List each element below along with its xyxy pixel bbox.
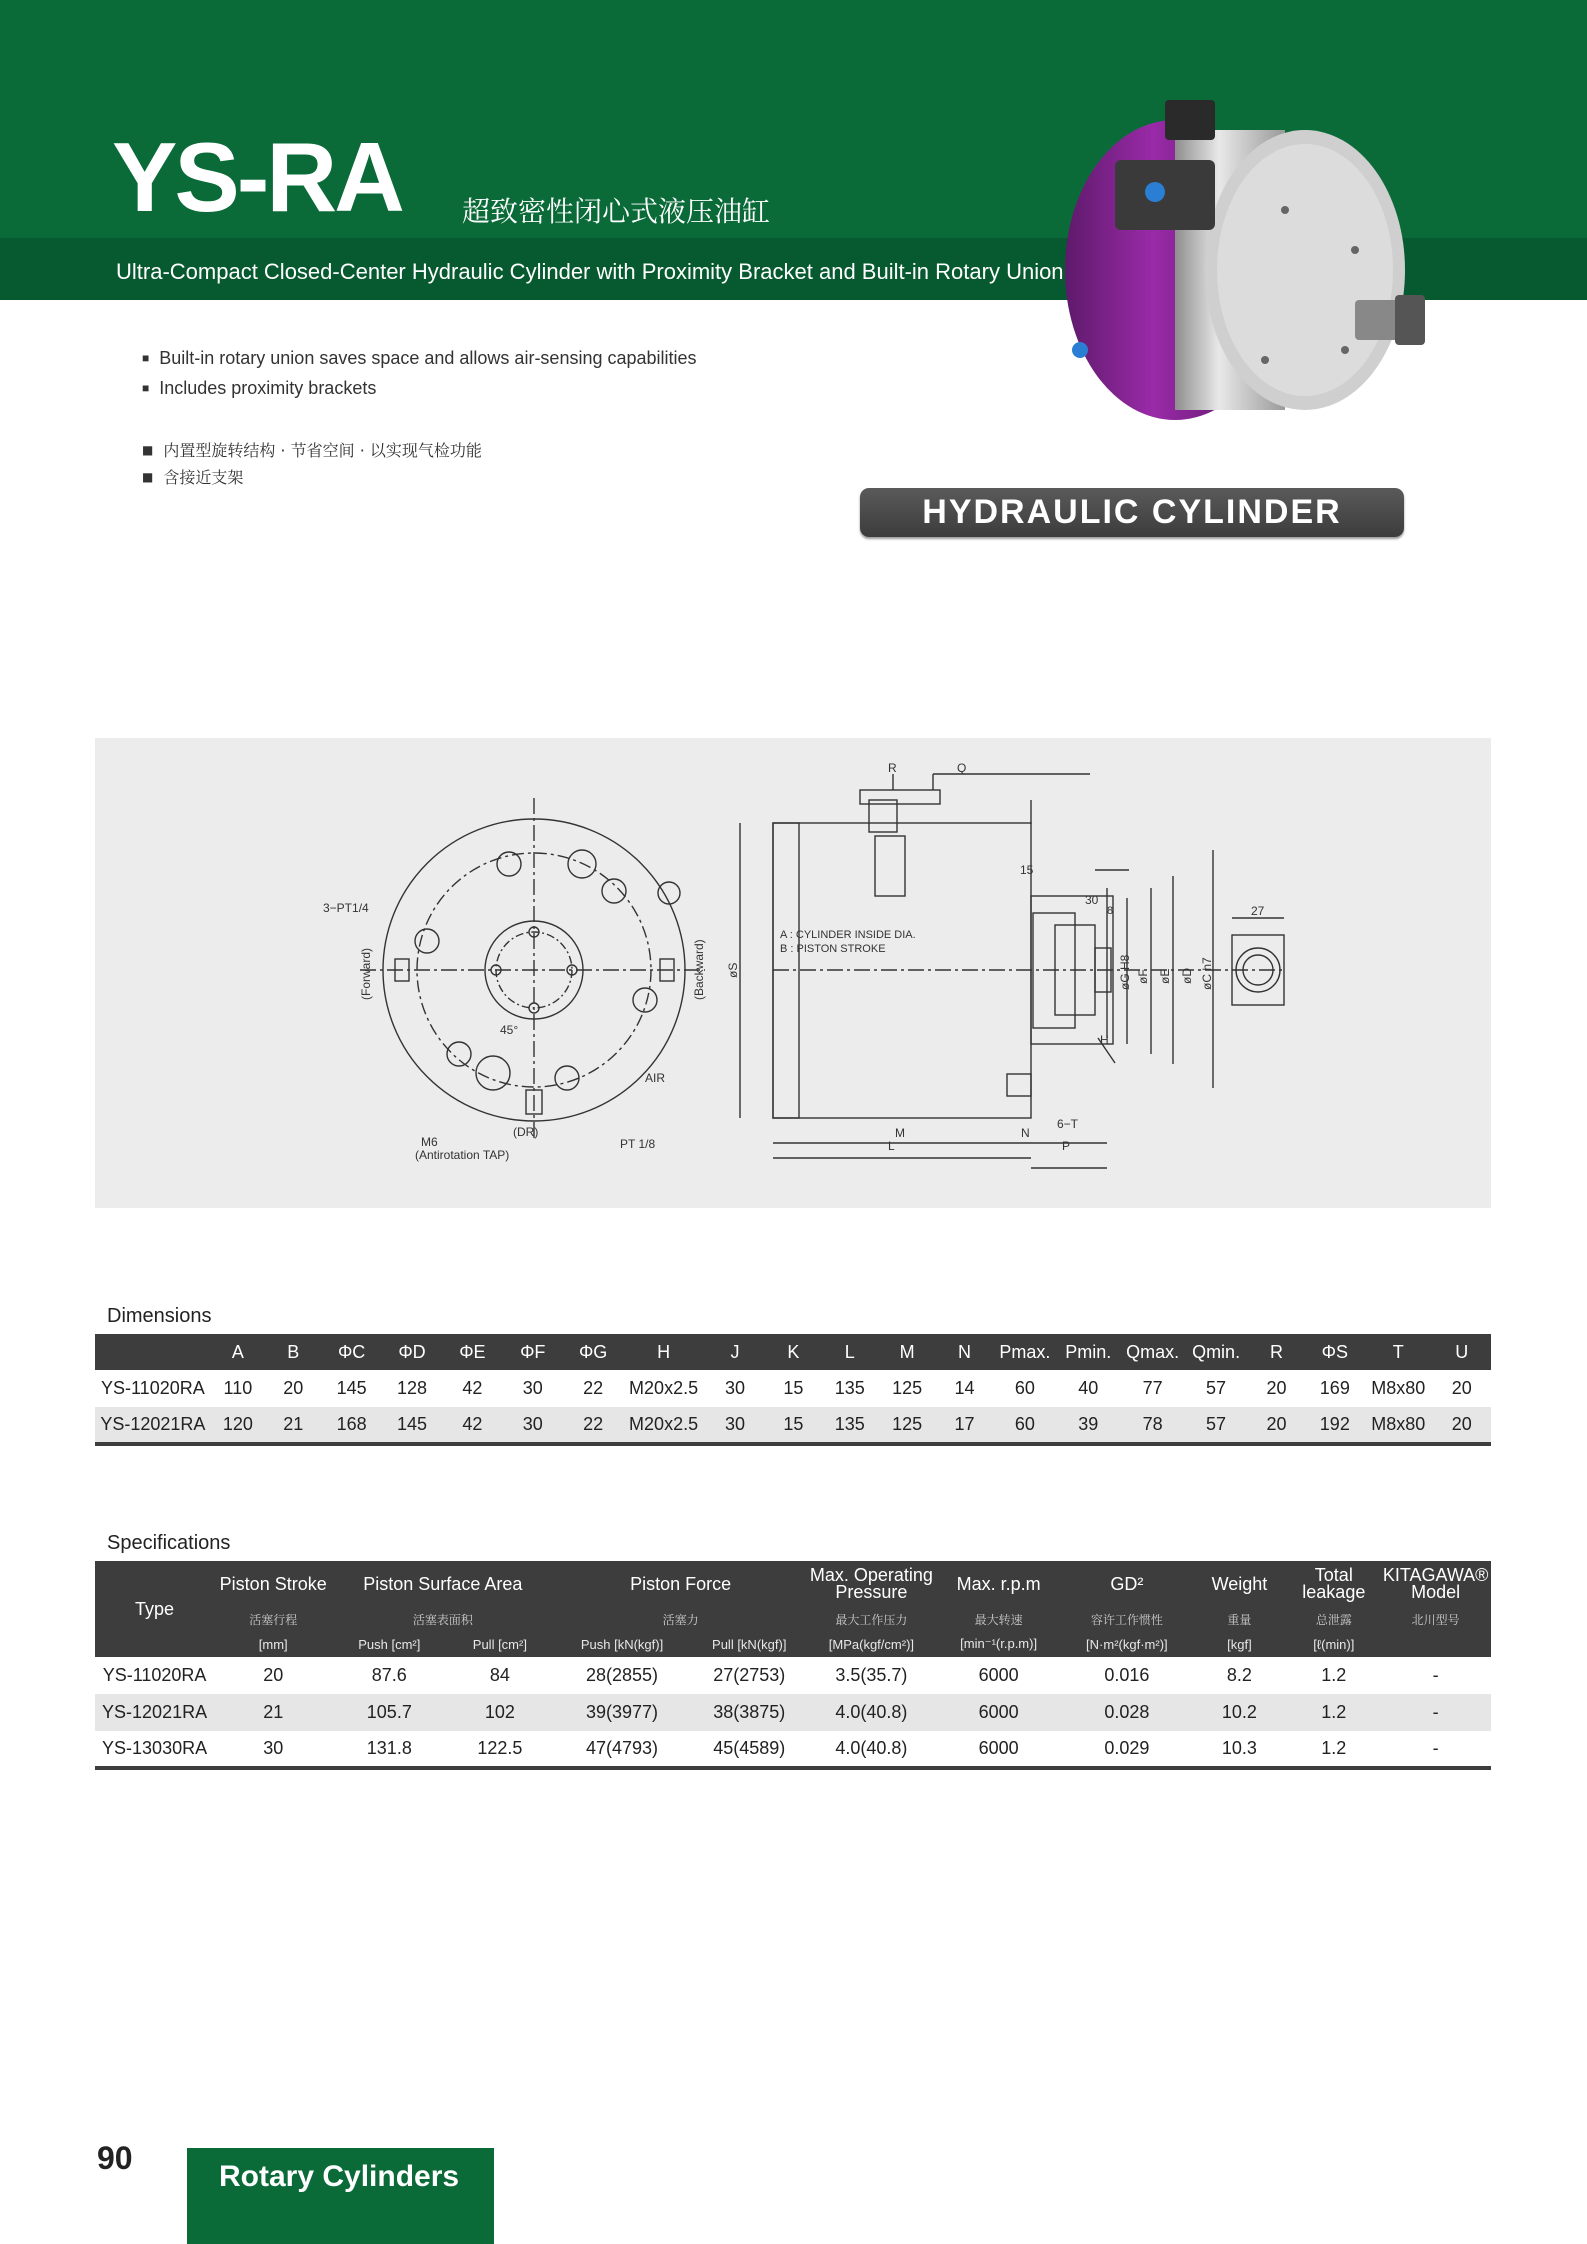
dim-cell: 192 xyxy=(1306,1407,1364,1444)
dim-col-header: A xyxy=(211,1334,265,1370)
label-m6: M6 xyxy=(421,1135,438,1149)
spec-header-unit: [ℓ(min)] xyxy=(1287,1631,1380,1657)
specifications-table xyxy=(95,1561,1491,1770)
feature-en-item: ■ Includes proximity brackets xyxy=(142,374,697,404)
dim-col-header: ΦD xyxy=(382,1334,442,1370)
dim-cell: 22 xyxy=(563,1407,623,1444)
dim-cell: M20x2.5 xyxy=(623,1407,704,1444)
dim-cell: 15 xyxy=(766,1407,820,1444)
spec-header-unit: [MPa(kgf/cm²)] xyxy=(808,1631,935,1657)
spec-cell: - xyxy=(1380,1694,1491,1731)
spec-header-cn: 活塞力 xyxy=(553,1607,807,1631)
spec-cell: 4.0(40.8) xyxy=(808,1694,935,1731)
spec-cell: 102 xyxy=(446,1694,553,1731)
dim-cell: 20 xyxy=(1266,1378,1287,1398)
dim-col-header: B xyxy=(265,1334,321,1370)
dimensions-label: Dimensions xyxy=(107,1305,212,1327)
dim-cell: 145 xyxy=(336,1378,367,1398)
spec-header-leakage: Total leakage xyxy=(1287,1561,1380,1607)
spec-cell: 47(4793) xyxy=(553,1731,690,1768)
spec-cell: 131.8 xyxy=(332,1731,446,1768)
drawing-svg xyxy=(95,738,1491,1208)
label-f: øF xyxy=(1136,969,1150,984)
dim-cell: 20 xyxy=(283,1378,304,1398)
spec-cell: 0.029 xyxy=(1062,1731,1191,1768)
dim-cell: 135 xyxy=(834,1378,865,1398)
dim-col-header: J xyxy=(704,1334,766,1370)
dim-col-header: K xyxy=(766,1334,820,1370)
dim-cell: M8x80 xyxy=(1371,1378,1426,1398)
label-h: H xyxy=(1100,1033,1109,1047)
spec-header-unit: [N·m²(kgf·m²)] xyxy=(1062,1631,1191,1657)
dim-col-header: ΦG xyxy=(563,1334,623,1370)
dim-col-header: ΦC xyxy=(321,1334,381,1370)
label-l: L xyxy=(888,1139,895,1153)
label-angle: 45° xyxy=(500,1023,519,1037)
dim-cell: 78 xyxy=(1120,1407,1184,1444)
dim-col-header: M xyxy=(879,1334,935,1370)
label-antirotation: (Antirotation TAP) xyxy=(415,1148,510,1162)
dim-cell: YS-12021RA xyxy=(95,1407,211,1444)
label-e: øE xyxy=(1158,968,1172,984)
dim-cell: 15 xyxy=(783,1378,804,1398)
spec-header-unit: Push [cm²] xyxy=(332,1631,446,1657)
dim-cell: 169 xyxy=(1319,1378,1350,1398)
spec-header-unit xyxy=(1380,1631,1491,1657)
dim-cell: M8x80 xyxy=(1364,1407,1432,1444)
spec-cell: 87.6 xyxy=(371,1665,407,1685)
spec-header-cn: 北川型号 xyxy=(1380,1607,1491,1631)
spec-cell: 10.2 xyxy=(1191,1694,1287,1731)
page-subtitle: Ultra-Compact Closed-Center Hydraulic Cylinder with Proximity Bracket and Built-in Rotary Union xyxy=(116,259,1064,284)
spec-header-cn: 最大转速 xyxy=(935,1607,1062,1631)
table-row xyxy=(95,1657,1491,1694)
label-n: N xyxy=(1021,1126,1030,1140)
dim-cell: 57 xyxy=(1185,1407,1247,1444)
dim-cell: 60 xyxy=(994,1407,1056,1444)
spec-header-cn: 容许工作惯性 xyxy=(1062,1607,1191,1631)
dim-col-header: U xyxy=(1432,1334,1491,1370)
dim-cell: 77 xyxy=(1142,1378,1163,1398)
dim-cell: 21 xyxy=(265,1407,321,1444)
dim-col-header: ΦS xyxy=(1306,1334,1364,1370)
category-badge: HYDRAULIC CYLINDER xyxy=(860,488,1404,537)
spec-header-unit-row xyxy=(95,1631,1491,1657)
spec-header-area: Piston Surface Area xyxy=(332,1561,553,1607)
label-27: 27 xyxy=(1251,904,1265,918)
label-forward: (Forward) xyxy=(359,947,373,1000)
spec-cell: 6000 xyxy=(935,1694,1062,1731)
dim-col-header: ΦE xyxy=(442,1334,502,1370)
spec-header-unit: [kgf] xyxy=(1191,1631,1287,1657)
dim-cell: 125 xyxy=(879,1407,935,1444)
spec-header-force: Piston Force xyxy=(553,1561,807,1607)
table-row xyxy=(95,1731,1491,1768)
dim-col-header: Pmax. xyxy=(994,1334,1056,1370)
dim-cell: 42 xyxy=(462,1378,483,1398)
dim-cell: 60 xyxy=(1014,1378,1035,1398)
dim-cell: 120 xyxy=(211,1407,265,1444)
label-dr: (DR) xyxy=(513,1125,539,1139)
spec-cell: 84 xyxy=(489,1665,510,1685)
technical-drawing xyxy=(95,738,1491,1208)
features-cn-list xyxy=(142,438,482,492)
label-gh8: øG H8 xyxy=(1118,954,1132,990)
product-photo xyxy=(1055,100,1455,440)
spec-cell: 3.5(35.7) xyxy=(835,1665,908,1685)
dim-col-header: T xyxy=(1364,1334,1432,1370)
dim-col-header xyxy=(95,1334,211,1370)
dim-cell: 125 xyxy=(892,1378,923,1398)
dim-col-header: H xyxy=(623,1334,704,1370)
spec-header-type: Type xyxy=(95,1561,214,1657)
dim-cell: 110 xyxy=(223,1378,253,1398)
dim-cell: M20x2.5 xyxy=(629,1378,699,1398)
label-30: 30 xyxy=(1085,893,1099,907)
dimensions-table xyxy=(95,1334,1491,1446)
spec-header-stroke: Piston Stroke xyxy=(214,1561,332,1607)
spec-cell: 4.0(40.8) xyxy=(808,1731,935,1768)
dim-cell: 20 xyxy=(1247,1407,1305,1444)
spec-header-unit: [mm] xyxy=(214,1631,332,1657)
spec-cell: 10.3 xyxy=(1191,1731,1287,1768)
spec-cell: - xyxy=(1432,1665,1439,1685)
label-d: øD xyxy=(1180,968,1194,984)
spec-cell: 122.5 xyxy=(446,1731,553,1768)
spec-header-pressure: Max. Operating Pressure xyxy=(808,1561,935,1607)
dim-col-header: Qmin. xyxy=(1185,1334,1247,1370)
dim-cell: YS-11020RA xyxy=(101,1378,205,1398)
spec-cell: 1.2 xyxy=(1321,1665,1347,1685)
label-8: 8 xyxy=(1107,905,1114,917)
dim-cell: 20 xyxy=(1451,1378,1472,1398)
label-note-a: A : CYLINDER INSIDE DIA. xyxy=(780,929,916,941)
page-number: 90 xyxy=(97,2140,133,2176)
spec-header-gd: GD² xyxy=(1062,1561,1191,1607)
dimensions-header-row xyxy=(95,1334,1491,1370)
dim-cell: 14 xyxy=(954,1378,975,1398)
dim-cell: 168 xyxy=(321,1407,381,1444)
dim-col-header: Qmax. xyxy=(1120,1334,1184,1370)
footer-section-label: Rotary Cylinders xyxy=(187,2148,494,2244)
spec-cell: YS-11020RA xyxy=(102,1665,207,1685)
dim-cell: 135 xyxy=(821,1407,879,1444)
spec-cell: 6000 xyxy=(935,1731,1062,1768)
label-m: M xyxy=(895,1126,905,1140)
spec-header-cn: 重量 xyxy=(1191,1607,1287,1631)
dim-cell: 57 xyxy=(1206,1378,1227,1398)
dim-col-header: N xyxy=(935,1334,993,1370)
spec-header-unit: Pull [kN(kgf)] xyxy=(691,1631,808,1657)
label-p: P xyxy=(1062,1139,1071,1153)
spec-header-unit: Pull [cm²] xyxy=(446,1631,553,1657)
spec-cell: 38(3875) xyxy=(691,1694,808,1731)
label-15: 15 xyxy=(1020,863,1034,877)
page-title-cn: 超致密性闭心式液压油缸 xyxy=(462,195,771,228)
features-en-list xyxy=(142,344,697,404)
spec-cell: 21 xyxy=(214,1694,332,1731)
label-ch7: øC h7 xyxy=(1200,957,1214,990)
dim-col-header: L xyxy=(821,1334,879,1370)
dim-cell: 39 xyxy=(1056,1407,1120,1444)
dim-col-header: R xyxy=(1247,1334,1305,1370)
label-air: AIR xyxy=(645,1071,666,1085)
label-pt18: PT 1/8 xyxy=(620,1137,656,1151)
spec-cell: 20 xyxy=(263,1665,284,1685)
spec-header-unit: [min⁻¹(r.p.m)] xyxy=(935,1631,1062,1657)
spec-header-row xyxy=(95,1561,1491,1607)
dim-cell: 30 xyxy=(725,1378,746,1398)
spec-header-cn: 活塞行程 xyxy=(214,1607,332,1631)
dim-cell: 30 xyxy=(522,1378,543,1398)
label-note-b: B : PISTON STROKE xyxy=(780,943,886,955)
dim-cell: 145 xyxy=(382,1407,442,1444)
spec-cell: 30 xyxy=(214,1731,332,1768)
table-row xyxy=(95,1407,1491,1444)
spec-cell: 6000 xyxy=(978,1665,1019,1685)
spec-cell: 0.028 xyxy=(1062,1694,1191,1731)
spec-cell: 8.2 xyxy=(1226,1665,1252,1685)
spec-header-cn-row xyxy=(95,1607,1491,1631)
spec-header-unit: Push [kN(kgf)] xyxy=(553,1631,690,1657)
page-title: YS-RA xyxy=(112,122,402,232)
dim-cell: 30 xyxy=(704,1407,766,1444)
dim-cell: 42 xyxy=(442,1407,502,1444)
spec-header-cn: 活塞表面积 xyxy=(332,1607,553,1631)
spec-cell: 28(2855) xyxy=(586,1665,659,1685)
table-row xyxy=(95,1694,1491,1731)
spec-cell: 39(3977) xyxy=(553,1694,690,1731)
spec-cell: 27(2753) xyxy=(713,1665,786,1685)
dim-col-header: ΦF xyxy=(503,1334,563,1370)
dim-cell: 17 xyxy=(935,1407,993,1444)
spec-cell: 0.016 xyxy=(1104,1665,1150,1685)
label-6t: 6−T xyxy=(1057,1117,1079,1131)
label-q: Q xyxy=(957,761,967,775)
dim-cell: 30 xyxy=(503,1407,563,1444)
dim-cell: 20 xyxy=(1432,1407,1491,1444)
label-backward: (Backward) xyxy=(692,939,706,1000)
label-pt14: 3−PT1/4 xyxy=(323,901,369,915)
spec-cell: 105.7 xyxy=(332,1694,446,1731)
label-r: R xyxy=(888,761,897,775)
table-row xyxy=(95,1370,1491,1407)
spec-header-rpm: Max. r.p.m xyxy=(935,1561,1062,1607)
dim-cell: 22 xyxy=(583,1378,604,1398)
spec-cell: YS-12021RA xyxy=(95,1694,214,1731)
feature-cn-item: ■ 内置型旋转结构 · 节省空间 · 以实现气检功能 xyxy=(142,438,482,465)
specifications-label: Specifications xyxy=(107,1532,231,1554)
spec-header-cn: 总泄露 xyxy=(1287,1607,1380,1631)
dim-cell: 128 xyxy=(396,1378,428,1398)
spec-cell: - xyxy=(1380,1731,1491,1768)
spec-cell: 1.2 xyxy=(1287,1731,1380,1768)
spec-cell: 45(4589) xyxy=(691,1731,808,1768)
spec-cell: YS-13030RA xyxy=(95,1731,214,1768)
dim-col-header: Pmin. xyxy=(1056,1334,1120,1370)
spec-cell: 1.2 xyxy=(1287,1694,1380,1731)
spec-header-weight: Weight xyxy=(1191,1561,1287,1607)
feature-cn-item: ■ 含接近支架 xyxy=(142,465,482,492)
spec-header-model: KITAGAWA® Model xyxy=(1380,1561,1491,1607)
spec-header-cn: 最大工作压力 xyxy=(808,1607,935,1631)
feature-en-item: ■ Built-in rotary union saves space and allows air-sensing capabilities xyxy=(142,344,697,374)
label-s: øS xyxy=(726,962,740,978)
dim-cell: 40 xyxy=(1078,1378,1099,1398)
